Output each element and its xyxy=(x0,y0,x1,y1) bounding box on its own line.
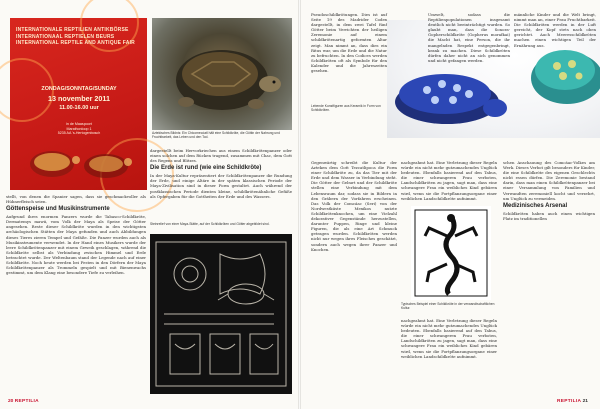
right-column-3: männliche Kinder und die Welt bringt, nimmt man an, einer Frau Fruchtbarkeit. Die Schildkröten werden in der Luft gereicht, der Kopf stets nach oben gerichtet. Auch Meeresschildkröten machen einen wichtigen Teil der Ernährung aus. xyxy=(514,12,596,48)
poster-date: 13 november 2011 xyxy=(48,94,110,103)
page-number: 21 xyxy=(582,399,588,404)
right-column-2: Umwelt, sodass die Reptilienpopulationen insgesamt deutlich nicht beeinträchtigt wurden. So glaubt man, dass die Sonora-Gopherschildkröte (Gopherus morafkai) die Macht hat, eine Person, die ihr mangelnden Respekt entgegenbringt, krank zu machen. Diese Schildkröten dürfen daher nicht an sich genommen und nicht gefangen werden. xyxy=(428,12,510,63)
right-column-5-top xyxy=(401,160,497,204)
right-column-4: Gegenwärtig schreibt die Kultur der Azteken dem Gott Tezcatlipoca die Form einer Schildkröte zu, da das Tier mit der Erde und dem Wasser in Verbindung steht. Die Götter der Geburt und der Schildkröte stellen eine Verbindung mit dem Lebensraum dar, sodass sie in Bildern in den Gräbern der Vorfahren erscheinen. Das Volk der Comcáac (Seri) von der Nordwestküste Mexikos nutzte Schildkrötenknochen, um eine Vielzahl dekorativer Gegenstände herzustellen, darunter Puppen, Ringe und kleine Figuren, die als eine Art Schmuck getragen wurden. Schildkröten werden nicht nur wegen ihres Fleisches geschätzt, sondern auch wegen ihrer Panzer und Knochen. xyxy=(311,160,397,252)
paragraph: schen Anschauung des Comcáac-Volkes am Werk. Dieses Verbot gilt besonders für Kinder, die eine Schildkröte des eigenen Geschlechts nicht essen dürfen. Die Zeremonie bestand darin, dass man einen Schildkrötenpanzer bei einer Versammlung von Familien und Verwandten zeremoniell kocht und verzehrt, um Unglück zu vermeiden. xyxy=(503,160,595,201)
turtle-photo xyxy=(152,18,292,130)
poster-location-line: 5235 AA 's-Hertogenbosch xyxy=(57,131,101,136)
section-heading: Göttenspeise und Musikinstrumente xyxy=(6,206,110,213)
turtle-photo-image xyxy=(152,18,292,130)
poster-turtle-illustration xyxy=(24,138,134,184)
magazine-brand: REPTILIA xyxy=(14,399,39,404)
relief-caption: Steinrelief von einer Maya-Stätte, auf der Schildkröten und Götter abgebildet sind. xyxy=(150,222,270,226)
poster-title-line: INTERNATIONALE REPTILIEN ANTIKBÖRSE xyxy=(16,27,129,33)
poster-location xyxy=(28,122,130,136)
turtle-photo-caption: Aztekisches Bildnis: Ein Chicomecóatl hält eine Schildkröte, die Göttin der Nahrung und Fruchtbarkeit, das Leben und den Tod. xyxy=(152,131,280,140)
left-column-2-top xyxy=(150,148,292,224)
poster-time: 11.00-16.00 uur xyxy=(59,105,99,111)
paragraph: Aufgrund ihres enormen Panzers wurde die Tabasco-Schildkröte, Dermatemys mawii, vom Volk der Maya als Speise der Götter angesehen. Reste dieser Schildkröte wurden in den wichtigsten archäologischen Stätten der Maya gefunden und auch Abbildungen dieses Tieres zieren Tempel und Gefäße. Die Panzer wurden auch als Musikinstrumente verwendet. In der Hand eines Musikers wurde der leere Schildkrötenpanzer mit einem Geweih geschlagen, während die Schildkröte selbst als Verbindung zwischen Himmel und Erde betrachtet wurde. Der Weltenbaum stand der Legende nach auf einer Schildkröte. Noch heute werden bei Festen in den Dörfern der Maya Schildkrötenpanzer als Trommeln gespielt und mit Bienenwachs gestimmt, um dem Klang eine besondere Tiefe zu verleihen. xyxy=(6,214,146,276)
left-page xyxy=(0,0,298,409)
ceramic-photo-caption: Lebende Kunstfiguren aus Keramik in Form von Schildkröten. xyxy=(311,104,381,113)
left-column-1 xyxy=(6,194,146,394)
reptile-fair-poster xyxy=(10,18,147,190)
lizard-motif-drawing xyxy=(411,206,491,300)
right-column-6 xyxy=(503,160,595,396)
right-column-5-bottom xyxy=(401,318,497,396)
poster-title xyxy=(16,27,142,47)
paragraph: In der Maya-Kultur repräsentiert der Schildkrötenpanzer die Rundung der Erde, und einige Altäre in der späten klassischen Periode der Maya-Zivilisation sind in dieser Form gestaltet. Auch während der postklassischen Periode dienten kleine, schildkrötenähnliche Gefäße als Opfergaben für die Gottheiten der Erde und des Wassers. xyxy=(150,173,292,199)
paragraph: nachgeahmt hat. Eine Verletzung dieser Regeln würde ein nicht mehr gutzumachendes Unglück bedeuten. Ebenfalls basierend auf den Tabus, die einer schwangeren Frau verboten, Landschildkröten zu jagen, sagt man, dass eine schwangere Frau ein weibliches Kind gebären wird, wenn sie die Fortpflanzungsorgane einer weiblichen Landschildkröte aufnimmt. xyxy=(401,318,497,359)
right-column-1: Pseudoschildkrötungen. Dies ist auf Seite 19 des Madrider Codex dargestellt, in dem zwei Tafel fünf Götter beim Verrichten der heiligen Zeremonie auf einem schildkrötenartig geformten Altar zeigt. Man nimmt an, dass dies ein Ritus war, um die Erde und die Natur zu befruchten. In den Codices werden Schildkröten oft als Symbole für den Kalender und die Jahreszeiten gesehen. xyxy=(311,12,387,74)
section-heading: Medizinisches Arsenal xyxy=(503,202,568,209)
poster-day: ZONDAG/SONNTAG/SUNDAY xyxy=(41,86,117,92)
poster-location-line: Marathonloop 1 xyxy=(66,126,92,131)
maya-relief-image xyxy=(150,234,292,394)
poster-title-line: INTERNATIONAL REPTILE AND ANTIQUE FAIR xyxy=(16,40,135,47)
magazine-brand: REPTILIA xyxy=(557,399,582,404)
lizard-motif-image xyxy=(411,206,491,300)
paragraph: Schildkröten haben auch einen wichtigen Platz im traditionellen xyxy=(503,210,595,221)
section-heading: Die Erde ist rund (wie eine Schildkröte) xyxy=(150,165,262,172)
poster-title-line: INTERNATIONAAL REPTIELEN BEURS xyxy=(16,33,115,40)
page-number: 20 xyxy=(8,399,14,404)
left-folio xyxy=(8,399,39,404)
poster-location-line: in de Maaspoort xyxy=(66,122,92,126)
right-folio xyxy=(557,399,588,404)
paragraph: stellt, von denen die Spanier sagen, dass sie geschmackvoller als Hühnerfleisch seien. xyxy=(6,194,146,205)
paragraph: dargestellt beim Hervorkriechen aus einem Schildkrötenpanzer oder einen solchen auf dem Rücken tragend, zusammen mit Chac, dem Gott des Regens und Blitzes. xyxy=(150,148,292,164)
paragraph: nachgeahmt hat. Eine Verletzung dieser Regeln würde ein nicht mehr gutzumachendes Unglück bedeuten. Ebenfalls basierend auf den Tabus, die einer schwangeren Frau verboten, Landschildkröten zu jagen, sagt man, dass eine schwangere Frau ein weibliches Kind gebären wird, wenn sie die Fortpflanzungsorgane einer weiblichen Landschildkröte aufnimmt. xyxy=(401,160,497,201)
right-page xyxy=(301,0,600,409)
lizard-caption: Typisches Beispiel einer Schildkröte in der verwandtschaftlichen Kultur. xyxy=(401,302,495,311)
maya-relief-drawing xyxy=(150,234,292,394)
